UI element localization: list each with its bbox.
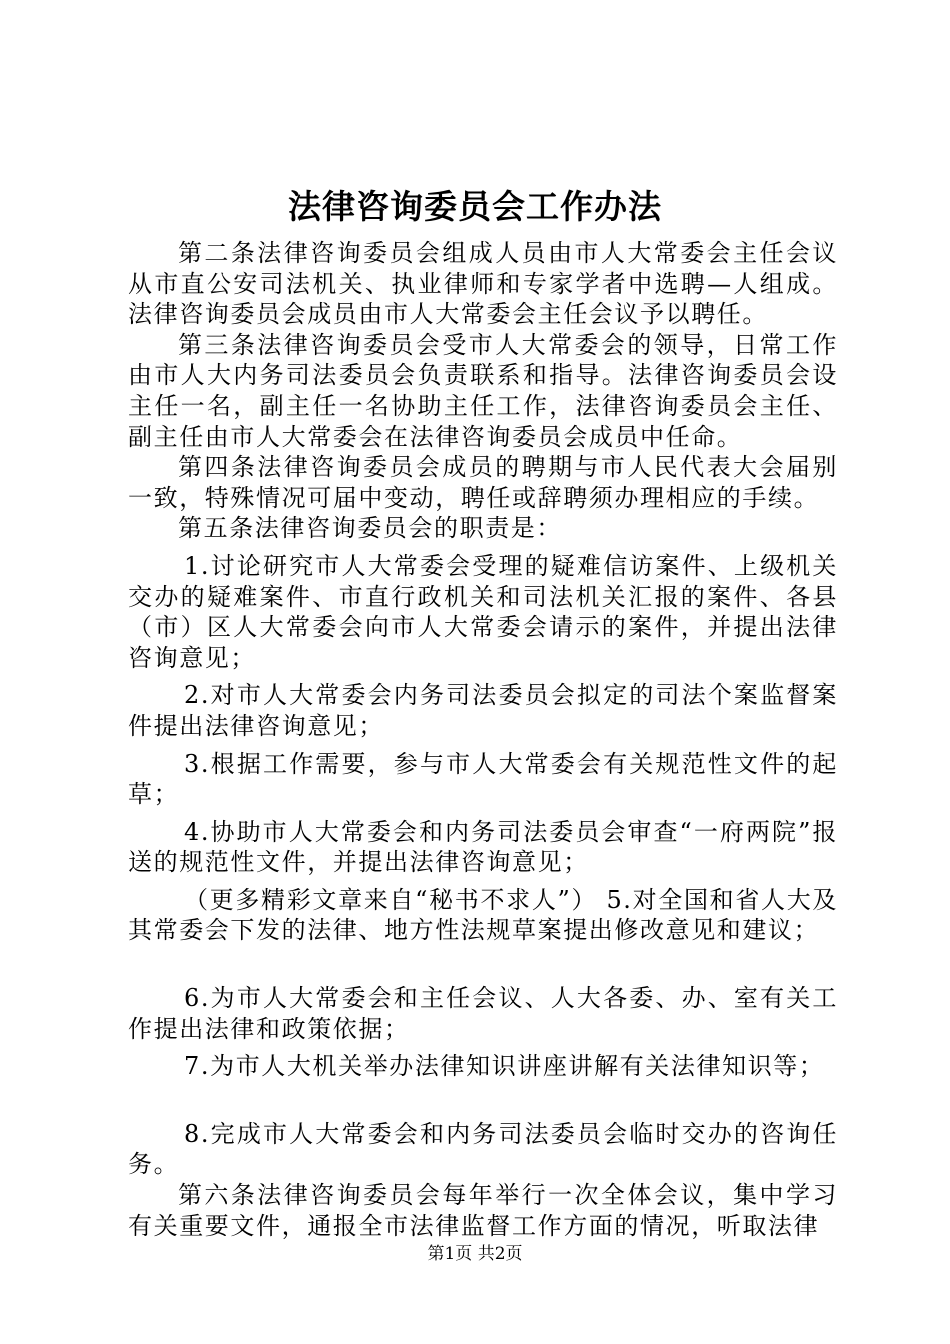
article-4-paragraph: 第四条法律咨询委员会成员的聘期与市人民代表大会届别一致，特殊情况可届中变动，聘任或辞聘须办理相应的手续。 [128, 453, 838, 512]
article-6-paragraph: 第六条法律咨询委员会每年举行一次全体会议，集中学习有关重要文件，通报全市法律监督工作方面的情况，听取法律 [128, 1181, 838, 1240]
duty-item-4: 4.协助市人大常委会和内务司法委员会审查“一府两院”报送的规范性文件，并提出法律咨询意见； [128, 817, 838, 877]
duty-item-5: （更多精彩文章来自“秘书不求人”） 5.对全国和省人大及其常委会下发的法律、地方性法规草案提出修改意见和建议； [128, 885, 838, 945]
duty-item-2: 2.对市人大常委会内务司法委员会拟定的司法个案监督案件提出法律咨询意见； [128, 681, 838, 740]
article-5-paragraph: 第五条法律咨询委员会的职责是： [178, 514, 562, 543]
page-title: 法律咨询委员会工作办法 [288, 187, 662, 226]
duty-item-3: 3.根据工作需要，参与市人大常委会有关规范性文件的起草； [128, 749, 838, 809]
duty-item-7: 7.为市人大机关举办法律知识讲座讲解有关法律知识等； [184, 1052, 825, 1081]
duty-item-8: 8.完成市人大常委会和内务司法委员会临时交办的咨询任务。 [128, 1119, 838, 1179]
article-2-paragraph: 第二条法律咨询委员会组成人员由市人大常委会主任会议从市直公安司法机关、执业律师和专家学者中选聘—人组成。法律咨询委员会成员由市人大常委会主任会议予以聘任。 [128, 239, 838, 329]
article-3-paragraph: 第三条法律咨询委员会受市人大常委会的领导，日常工作由市人大内务司法委员会负责联系和指导。法律咨询委员会设主任一名，副主任一名协助主任工作，法律咨询委员会主任、副主任由市人大常委会在法律咨询委员会成员中任命。 [128, 330, 838, 451]
document-body [128, 238, 838, 1241]
duty-item-6: 6.为市人大常委会和主任会议、人大各委、办、室有关工作提出法律和政策依据； [128, 984, 838, 1043]
duty-item-1: 1.讨论研究市人大常委会受理的疑难信访案件、上级机关交办的疑难案件、市直行政机关和司法机关汇报的案件、各县（市）区人大常委会向市人大常委会请示的案件，并提出法律咨询意见； [128, 551, 838, 672]
page-footer: 第1页 共2页 [427, 1244, 523, 1264]
